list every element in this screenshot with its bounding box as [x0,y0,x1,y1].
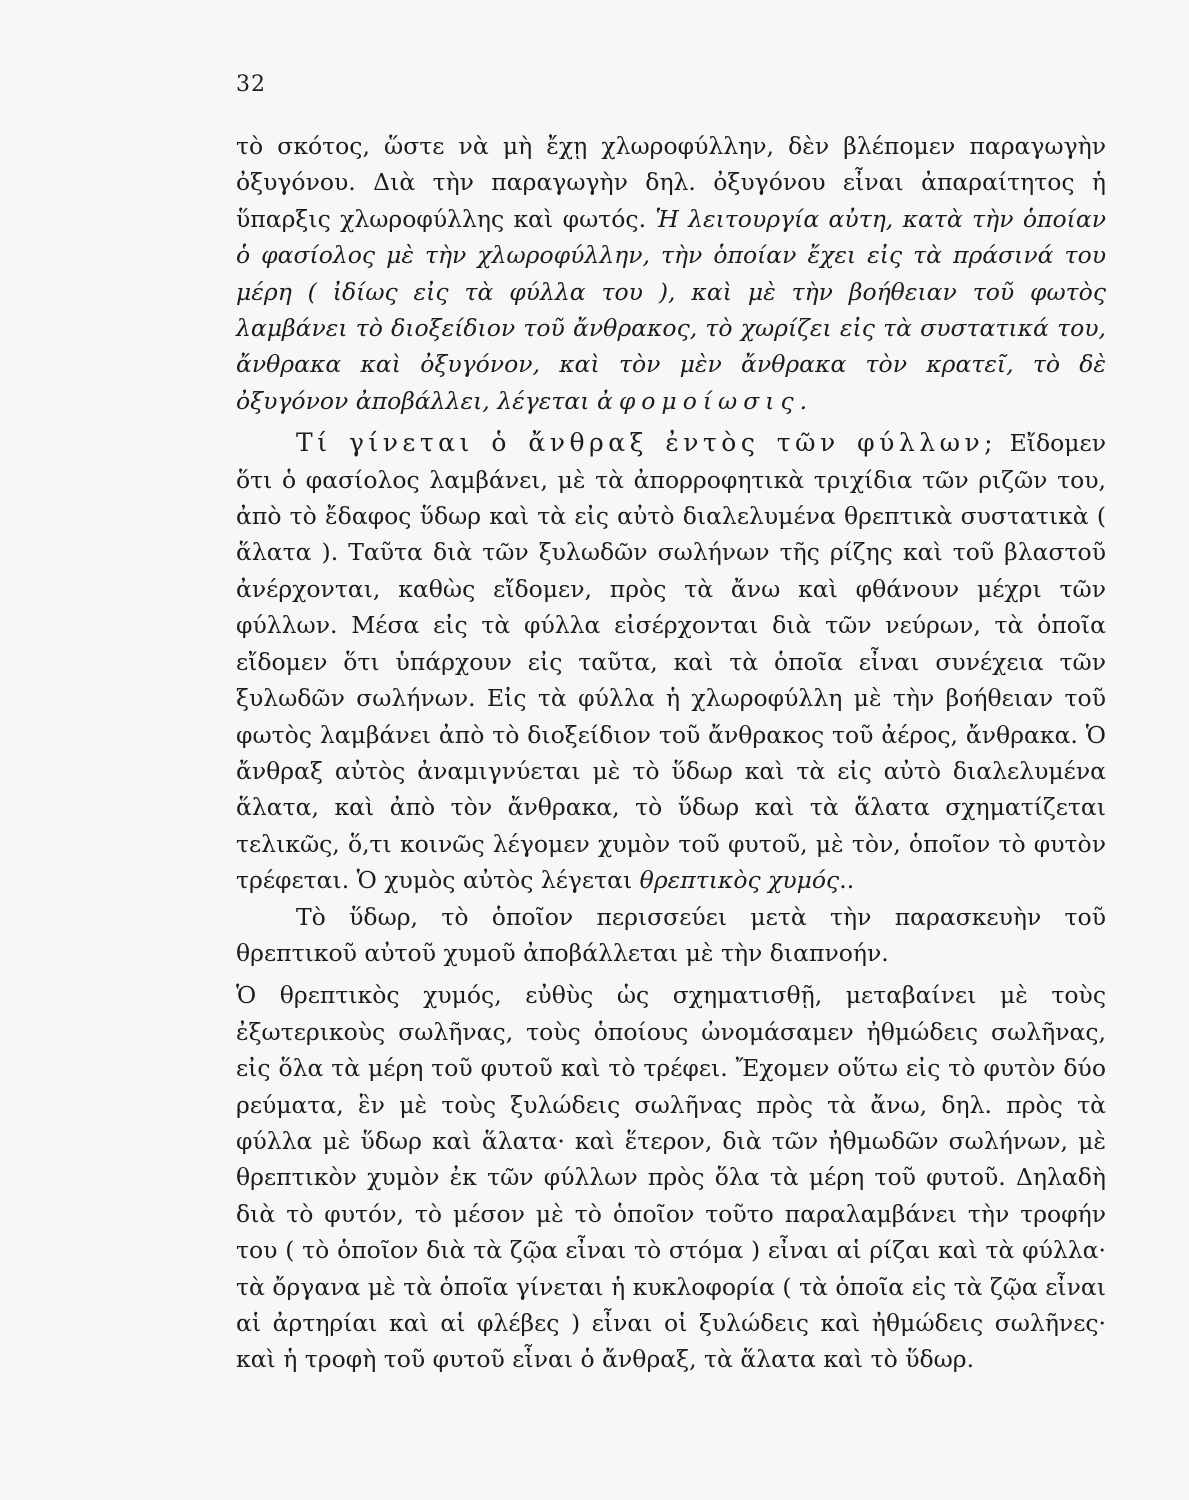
term-assimilation: ἀφομοίωσις. [596,386,814,415]
page-number: 32 [236,72,266,97]
paragraph-circulation [236,977,1106,1377]
text-run: Τὸ ὕδωρ, τὸ ὁποῖον περισσεύει μετὰ τὴν παρασκευὴν τοῦ θρεπτικοῦ αὐτοῦ χυμοῦ ἀποβάλλεται μὲ τὴν διαπνοήν. [236,902,1106,967]
text-run: Ὁ θρεπτικὸς χυμός, εὐθὺς ὡς σχηματισθῇ, μεταβαίνει μὲ τοὺς ἐξωτερικοὺς σωλῆνας, τοὺς ὁποίους ὠνομάσαμεν ἠθμώδεις σωλῆνας, εἰς ὅλα τὰ μέρη τοῦ φυτοῦ καὶ τὸ τρέφει. Ἔχομεν οὕτω εἰς τὸ φυτὸν δύο ρεύματα, ἓν μὲ τοὺς ξυλώδεις σωλῆνας πρὸς τὰ ἄνω, δηλ. πρὸς τὰ φύλλα μὲ ὕδωρ καὶ ἅλατα· καὶ ἕτερον, διὰ τῶν ἠθμωδῶν σωλήνων, μὲ θρεπτικὸν χυμὸν ἐκ τῶν φύλλων πρὸς ὅλα τὰ μέρη τοῦ φυτοῦ. Δηλαδὴ διὰ τὸ φυτόν, τὸ μέσον μὲ τὸ ὁποῖον τοῦτο παραλαμβάνει τὴν τροφήν του ( τὸ ὁποῖον διὰ τὰ ζῷα εἶναι τὸ στόμα ) εἶναι αἱ ρίζαι καὶ τὰ φύλλα· τὰ ὄργανα μὲ τὰ ὁποῖα γίνεται ἡ κυκλοφορία ( τὰ ὁποῖα εἰς τὰ ζῷα εἶναι αἱ ἀρτηρίαι καὶ αἱ φλέβες ) εἶναι οἱ ξυλώδεις καὶ ἠθμώδεις σωλῆνες· καὶ ἡ τροφὴ τοῦ φυτοῦ εἶναι ὁ ἄνθραξ, τὰ ἅλατα καὶ τὸ ὕδωρ. [236,981,1106,1374]
paragraph-assimilation [236,128,1106,419]
term-nutrient-sap: θρεπτικὸς χυμός [639,866,840,895]
text-run: .. [839,866,855,895]
italic-definition: Ἡ λειτουργία αὐτη, κατὰ τὴν ὁποίαν ὁ φασίολος μὲ τὴν χλωροφύλλην, τὴν ὁποίαν ἔχει εἰς τὰ πράσινά του μέρη ( ἰδίως εἰς τὰ φύλλα του ), καὶ μὲ τὴν βοήθειαν τοῦ φωτὸς λαμβάνει τὸ διοξείδιον τοῦ ἄνθρακος, τὸ χωρίζει εἰς τὰ συστατικά του, ἄνθρακα καὶ ὀξυγόνον, καὶ τὸν μὲν ἄνθρακα τὸν κρατεῖ, τὸ δὲ ὀξυγόνον ἀποβάλλει, λέγεται [236,204,1106,415]
text-run: τὸ σκότος, ὥστε νὰ μὴ ἔχῃ χλωροφύλλην, δὲν βλέπομεν παραγωγὴν ὀξυγόνου. Διὰ τὴν παραγωγὴν δηλ. ὀξυγόνου εἶναι ἀπαραίτητος ἡ ὕπαρξις χλωροφύλλης καὶ φωτός. [236,132,1106,233]
text-run: Εἴδομεν ὅτι ὁ φασίολος λαμβάνει, μὲ τὰ ἀπορροφητικὰ τριχίδια τῶν ριζῶν του, ἀπὸ τὸ ἔδαφος ὕδωρ καὶ τὰ εἰς αὐτὸ διαλελυμένα θρεπτικὰ συστατικὰ ( ἅλατα ). Ταῦτα διὰ τῶν ξυλωδῶν σωλήνων τῆς ρίζης καὶ τοῦ βλαστοῦ ἀνέρχονται, καθὼς εἴδομεν, πρὸς τὰ ἄνω καὶ φθάνουν μέχρι τῶν φύλλων. Μέσα εἰς τὰ φύλλα εἰσέρχονται διὰ τῶν νεύρων, τὰ ὁποῖα εἴδομεν ὅτι ὑπάρχουν εἰς ταῦτα, καὶ τὰ ὁποῖα εἶναι συνέχεια τῶν ξυλωδῶν σωλήνων. Εἰς τὰ φύλλα ἡ χλωροφύλλη μὲ τὴν βοήθειαν τοῦ φωτὸς λαμβάνει ἀπὸ τὸ διοξείδιον τοῦ ἄνθρακος τοῦ ἀέρος, ἄνθρακα. Ὁ ἄνθραξ αὐτὸς ἀναμιγνύεται μὲ τὸ ὕδωρ καὶ τὰ εἰς αὐτὸ διαλελυμένα ἅλατα, καὶ ἀπὸ τὸν ἄνθρακα, τὸ ὕδωρ καὶ τὰ ἅλατα σχηματίζεται τελικῶς, ὅ,τι κοινῶς λέγομεν χυμὸν τοῦ φυτοῦ, μὲ τὸν, ὁποῖον τὸ φυτὸν τρέφεται. Ὁ χυμὸς αὐτὸς λέγεται [236,429,1106,895]
paragraph-water-excess [236,899,1106,972]
section-heading: Τί γίνεται ὁ ἄνθραξ ἐντὸς τῶν φύλλων; [296,428,998,458]
paragraph-carbon-in-leaves [236,425,1106,898]
body-text [236,128,1106,1378]
